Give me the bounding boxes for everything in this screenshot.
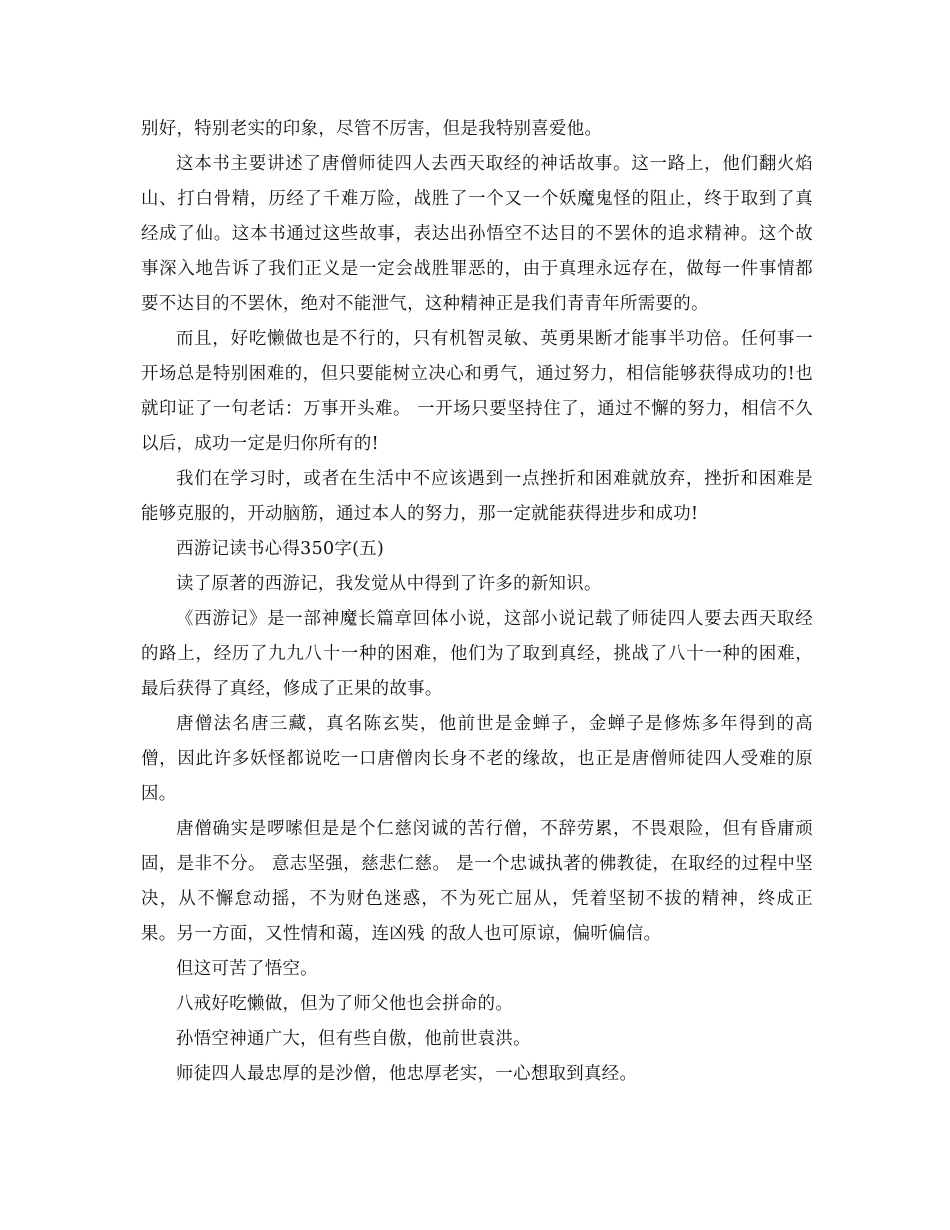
- paragraph: 师徒四人最忠厚的是沙僧，他忠厚老实，一心想取到真经。: [176, 1064, 638, 1084]
- paragraph: 但这可苦了悟空。: [176, 959, 318, 979]
- paragraph: 唐僧法名唐三藏，真名陈玄奘，他前世是金蝉子，金蝉子是修炼多年得到的高僧，因此许多妖怪都说吃一口唐僧肉长身不老的缘故，也正是唐僧师徒四人受难的原 因。: [141, 714, 813, 804]
- paragraph: 唐僧确实是啰嗦但是是个仁慈闵诚的苦行僧，不辞劳累，不畏艰险，但有昏庸顽固，是非不分。 意志坚强，慈悲仁慈。 是一个忠诚执著的佛教徒，在取经的过程中坚决，从不懈怠动摇，不为财色迷惑，不为死亡屈从，凭着坚韧不拔的精神，终成正果。另一方面，又性情和蔼，连凶残 的敌人也可原谅，偏听偏信。: [141, 819, 813, 944]
- paragraph: 而且，好吃懒做也是不行的，只有机智灵敏、英勇果断才能事半功倍。任何事一开场总是特别困难的，但只要能树立决心和勇气，通过努力，相信能够获得成功的!也就印证了一句老话：万事开头难。 一开场只要坚持住了，通过不懈的努力，相信不久以后，成功一定是归你所有的!: [141, 329, 813, 454]
- paragraph: 孙悟空神通广大，但有些自傲，他前世袁洪。: [176, 1029, 531, 1049]
- section-heading: 西游记读书心得350字(五): [176, 539, 385, 559]
- paragraph: 八戒好吃懒做，但为了师父他也会拼命的。: [176, 994, 514, 1014]
- paragraph: 《西游记》是一部神魔长篇章回体小说，这部小说记载了师徒四人要去西天取经的路上，经历了九九八十一种的困难，他们为了取到真经，挑战了八十一种的困难， 最后获得了真经，修成了正果的故事。: [141, 609, 813, 699]
- document-body: [141, 112, 813, 1092]
- paragraph: 读了原著的西游记，我发觉从中得到了许多的新知识。: [176, 574, 602, 594]
- paragraph: 别好，特别老实的印象，尽管不厉害，但是我特别喜爱他。: [141, 119, 603, 139]
- paragraph: 这本书主要讲述了唐僧师徒四人去西天取经的神话故事。这一路上，他们翻火焰山、打白骨精，历经了千难万险，战胜了一个又一个妖魔鬼怪的阻止，终于取到了真经成了仙。这本书通过这些故事，表达出孙悟空不达目的不罢休的追求精神。这个故事深入地告诉了我们正义是一定会战胜罪恶的，由于真理永远存在，做每一件事情都要不达目的不罢休，绝对不能泄气，这种精神正是我们青青年所需要的。: [141, 154, 813, 314]
- paragraph: 我们在学习时，或者在生活中不应该遇到一点挫折和困难就放弃，挫折和困难是能够克服的，开动脑筋，通过本人的努力，那一定就能获得进步和成功!: [141, 469, 813, 524]
